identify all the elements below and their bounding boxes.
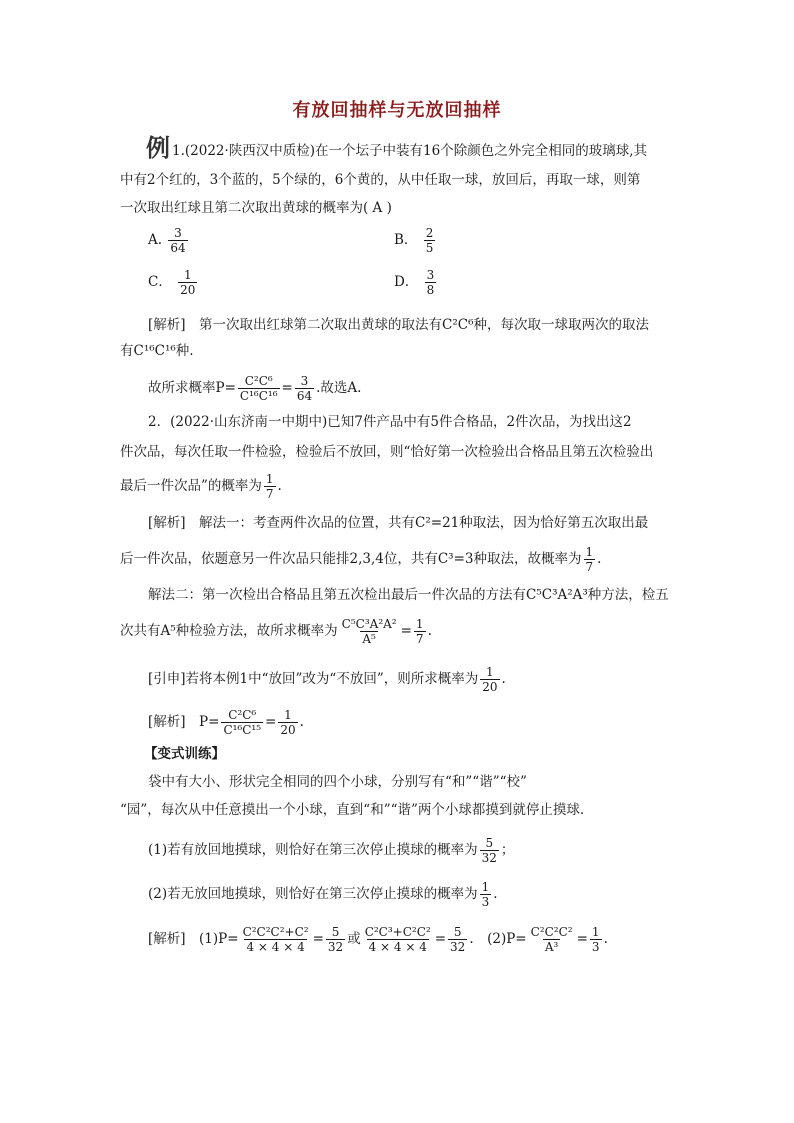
q1-option-b: B． $\frac{2}{5}$ [394,226,434,255]
train-solution: [解析] (1)P= $\frac{\text{C²C²C²+C²}}{4 \times 4 \times 4}$ = $\frac{5}{32}$ 或 $\frac{\text{C²C³+C²C²}}{4 \times 4 \times 4}$ = $\frac{5}{32}$ . (2)P= $\frac{\text{C²C²C²}}{\text{A³}}$ = $\frac{1}{3}$ . [148,925,608,954]
train-line1: 袋中有大小、形状完全相同的四个小球，分别写有“和”“谐”“校” [148,774,527,790]
q2-line1: 2．(2022·山东济南一中期中)已知7件产品中有5件合格品，2件次品，为找出这2 [148,414,632,430]
q1-option-b-fraction: $\frac{2}{5}$ [425,226,434,255]
q2-line2: 件次品，每次任取一件检验，检验后不放回，则“恰好第一次检验出合格品且第五次检验出 [120,444,654,460]
q1-option-a-fraction: $\frac{3}{64}$ [170,226,186,255]
yin-line: [引申]若将本例1中“放回”改为“不放回”，则所求概率为 $\frac{1}{20}$ . [148,665,506,694]
q2-solution-line2: 后一件次品，依题意另一件次品只能排2,3,4位，共有C³=3种取法，故概率为 $\frac{1}{7}$ . [120,545,602,574]
q1-line3: 一次取出红球且第二次取出黄球的概率为( A ) [120,200,392,216]
q2-line3: 最后一件次品”的概率为 $\frac{1}{7}$ . [120,472,282,501]
q1-solution-line3: 故所求概率P= $\frac{\text{C²C⁶}}{\text{C¹⁶C¹⁶}}$ = $\frac{3}{64}$ .故选A. [148,374,362,403]
q1-line1: 1.(2022·陕西汉中质检)在一个坛子中装有16个除颜色之外完全相同的玻璃球,其 [172,143,648,159]
example-mark: 例 [146,134,170,162]
q1-option-c: C． $\frac{1}{20}$ [148,268,196,297]
page-title: 有放回抽样与无放回抽样 [292,100,502,121]
q2-solution-line4: 次共有A⁵种检验方法，故所求概率为 $\frac{\text{C⁵C³A²A²}}{\text{A⁵}}$ = $\frac{1}{7}$ . [120,617,432,646]
q1-option-d-fraction: $\frac{3}{8}$ [426,268,435,297]
train-line2: “园”，每次从中任意摸出一个小球，直到“和”“谐”两个小球都摸到就停止摸球. [120,802,585,818]
q1-option-c-fraction: $\frac{1}{20}$ [180,268,196,297]
train-part1: (1)若有放回地摸球，则恰好在第三次停止摸球的概率为 $\frac{5}{32}$ ； [148,836,515,865]
q1-option-d: D． $\frac{3}{8}$ [394,268,435,297]
train-part2: (2)若无放回地摸球，则恰好在第三次停止摸球的概率为 $\frac{1}{3}$ . [148,880,498,909]
q1-option-a: A. $\frac{3}{64}$ [148,226,186,255]
q1-solution-line2: 有C¹⁶C¹⁶种. [120,343,194,359]
variant-training-heading: 【变式训练】 [144,746,225,762]
q2-solution-line1: [解析] 解法一：考查两件次品的位置，共有C²=21种取法，因为恰好第五次取出最 [148,515,649,531]
q2-solution-line3: 解法二：第一次检出合格品且第五次检出最后一件次品的方法有C⁵C³A²A³种方法，检五 [148,587,669,603]
q1-line2: 中有2个红的，3个蓝的，5个绿的，6个黄的，从中任取一球，放回后，再取一球，则第 [120,172,641,188]
yin-solution: [解析] P= $\frac{\text{C²C⁶}}{\text{C¹⁶C¹⁵}}$ = $\frac{1}{20}$ . [148,708,304,737]
q1-solution-line1: [解析] 第一次取出红球第二次取出黄球的取法有C²C⁶种，每次取一球取两次的取法 [148,317,650,333]
